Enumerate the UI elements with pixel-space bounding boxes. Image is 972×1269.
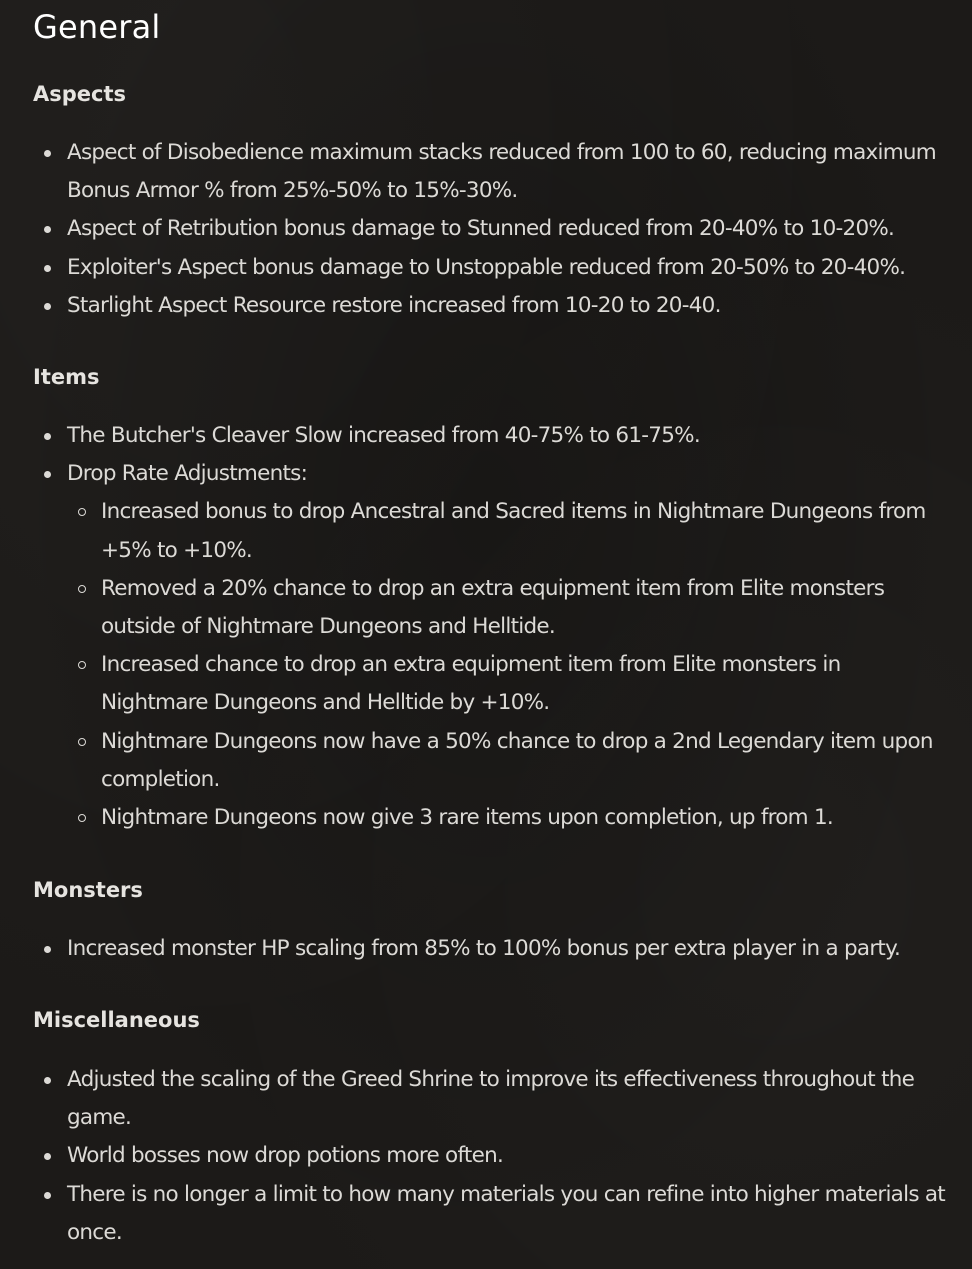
drop-rate-sublist — [67, 493, 946, 837]
circle-bullet-icon — [78, 661, 86, 669]
bullet-icon — [44, 303, 51, 310]
miscellaneous-list — [33, 1061, 946, 1252]
items-list — [33, 417, 946, 837]
page-title: General — [33, 8, 161, 46]
list-item: Starlight Aspect Resource restore increased from 10-20 to 20-40. — [33, 287, 946, 325]
bullet-icon — [44, 1153, 51, 1160]
bullet-icon — [44, 150, 51, 157]
list-item: There is no longer a limit to how many materials you can refine into higher materials at once. — [33, 1176, 946, 1252]
list-item: Exploiter's Aspect bonus damage to Unstoppable reduced from 20-50% to 20-40%. — [33, 249, 946, 287]
section-heading-items: Items — [33, 365, 100, 389]
section-heading-miscellaneous: Miscellaneous — [33, 1008, 200, 1032]
sub-list-item: Nightmare Dungeons now have a 50% chance to drop a 2nd Legendary item upon completion. — [67, 723, 946, 799]
list-item: Adjusted the scaling of the Greed Shrine to improve its effectiveness throughout the game. — [33, 1061, 946, 1137]
bullet-icon — [44, 433, 51, 440]
circle-bullet-icon — [78, 585, 86, 593]
list-item: Aspect of Disobedience maximum stacks reduced from 100 to 60, reducing maximum Bonus Armor % from 25%-50% to 15%-30%. — [33, 134, 946, 210]
circle-bullet-icon — [78, 738, 86, 746]
aspects-list — [33, 134, 946, 325]
sub-list-item: Removed a 20% chance to drop an extra equipment item from Elite monsters outside of Nightmare Dungeons and Helltide. — [67, 570, 946, 646]
bullet-icon — [44, 265, 51, 272]
bullet-icon — [44, 1077, 51, 1084]
circle-bullet-icon — [78, 814, 86, 822]
sub-list-item: Increased chance to drop an extra equipment item from Elite monsters in Nightmare Dungeons and Helltide by +10%. — [67, 646, 946, 722]
monsters-list — [33, 930, 946, 968]
sub-list-item: Increased bonus to drop Ancestral and Sacred items in Nightmare Dungeons from +5% to +10%. — [67, 493, 946, 569]
circle-bullet-icon — [78, 508, 86, 516]
list-item: World bosses now drop potions more often. — [33, 1137, 946, 1175]
bullet-icon — [44, 471, 51, 478]
list-item: Aspect of Retribution bonus damage to Stunned reduced from 20-40% to 10-20%. — [33, 210, 946, 248]
bullet-icon — [44, 226, 51, 233]
sub-list-item: Nightmare Dungeons now give 3 rare items upon completion, up from 1. — [67, 799, 946, 837]
list-item: Increased monster HP scaling from 85% to 100% bonus per extra player in a party. — [33, 930, 946, 968]
list-item: The Butcher's Cleaver Slow increased from 40-75% to 61-75%. — [33, 417, 946, 455]
list-item: Drop Rate Adjustments: Increased bonus to drop Ancestral and Sacred items in Nightmare Dungeons from +5% to +10%. Removed a 20% chance to drop an extra equipment item from Elite monsters outside of Nightmare Dungeons and Helltide. Increased chance to drop an extra equipment item from Elite monsters in Nightmare Dungeons and Helltide by +10%. Nightmare Dungeons now have a 50% chance to drop a 2nd Legendary item upon completion. Nightmare Dungeons now give 3 rare items upon completion, up from 1. — [33, 455, 946, 837]
section-heading-aspects: Aspects — [33, 82, 127, 106]
bullet-icon — [44, 1192, 51, 1199]
section-heading-monsters: Monsters — [33, 878, 143, 902]
bullet-icon — [44, 946, 51, 953]
